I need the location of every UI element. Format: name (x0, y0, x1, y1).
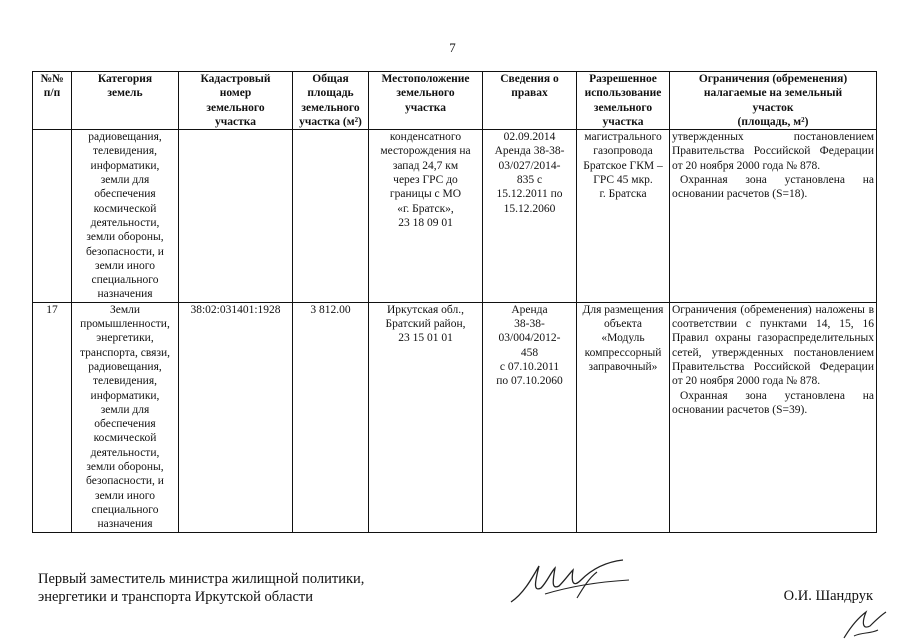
column-header (369, 72, 483, 130)
rights-info-cell-line: 02.09.2014 (503, 131, 556, 144)
location-cell-line: конденсатного (389, 131, 462, 144)
total-area-cell (293, 302, 369, 532)
land-category-cell-line: космической (93, 202, 157, 215)
rights-info-cell-line: 03/004/2012- (498, 332, 561, 345)
location-cell-line: «г. Братск», (397, 202, 454, 215)
column-header (483, 72, 577, 130)
column-header-line: участок (752, 101, 794, 114)
column-header-line: участка (215, 115, 256, 128)
land-category-cell-line: радиовещания, (88, 360, 162, 373)
permitted-use-cell (577, 130, 670, 303)
permitted-use-cell-line: ГРС 45 мкр. (593, 174, 653, 187)
restrictions-cell-line: Охранная зона установлена на основании расчетов (S=39). (672, 389, 874, 416)
land-category-cell-line: обеспечения (94, 418, 156, 431)
rights-info-cell-line: с 07.10.2011 (499, 360, 560, 373)
signer-position-line-2: энергетики и транспорта Иркутской области (38, 589, 313, 605)
cadastral-number-cell (179, 130, 293, 303)
permitted-use-cell-line: Для размещения (582, 303, 664, 316)
handwritten-signature (505, 558, 640, 608)
row-number-cell (33, 130, 72, 303)
permitted-use-cell-line: газопровода (593, 145, 653, 158)
rights-info-cell-line: 835 с (516, 174, 543, 187)
rights-info-cell-line: по 07.10.2060 (496, 375, 563, 388)
column-header-line: земельного (206, 101, 265, 114)
rights-info-cell-line: 15.12.2060 (503, 202, 556, 215)
permitted-use-cell-line: магистрального (584, 131, 662, 144)
permitted-use-cell-line: г. Братска (599, 188, 647, 201)
land-category-cell-line: земли обороны, (86, 231, 164, 244)
location-cell-line: 23 15 01 01 (398, 332, 453, 345)
land-category-cell-line: земли для (100, 174, 150, 187)
total-area-cell (293, 130, 369, 303)
column-header (293, 72, 369, 130)
table-row (33, 130, 877, 303)
land-category-cell-line: транспорта, связи, (79, 346, 171, 359)
column-header-line: использование (584, 87, 662, 100)
table-body (33, 130, 877, 532)
column-header (577, 72, 670, 130)
column-header-line: участка (м²) (299, 115, 362, 128)
column-header-line: налагаемые на земельный (703, 87, 843, 100)
restrictions-cell (670, 302, 877, 532)
rights-info-cell (483, 130, 577, 303)
rights-info-cell (483, 302, 577, 532)
land-category-cell-line: деятельности, (90, 216, 160, 229)
location-cell (369, 130, 483, 303)
land-category-cell-line: телевидения, (93, 375, 157, 388)
land-category-cell-line: радиовещания, (88, 131, 162, 144)
column-header-line: п/п (43, 87, 61, 100)
signer-position-line-1: Первый заместитель министра жилищной политики, (38, 571, 365, 587)
land-category-cell-line: земли иного (95, 489, 155, 502)
location-cell (369, 302, 483, 532)
column-header-line: Местоположение (381, 73, 470, 85)
table-row (33, 302, 877, 532)
signer-position (38, 570, 364, 606)
permitted-use-cell-line: компрессорный (584, 346, 662, 359)
land-category-cell-line: земли иного (95, 259, 155, 272)
column-header-line: Разрешенное (589, 73, 657, 85)
land-category-cell (72, 302, 179, 532)
row-number-cell (33, 302, 72, 532)
location-cell-line: запад 24,7 км (392, 159, 459, 172)
rights-info-cell-line: 458 (520, 346, 539, 359)
permitted-use-cell-line: Братское ГКМ – (583, 159, 663, 172)
page-number: 7 (449, 40, 456, 55)
permitted-use-cell-line: «Модуль (601, 332, 645, 345)
column-header-line: правах (511, 87, 548, 100)
rights-info-cell-line: Аренда (511, 303, 548, 316)
land-category-cell-line: обеспечения (94, 188, 156, 201)
location-cell-line: границы с МО (389, 188, 462, 201)
restrictions-cell-line: Ограничения (обременения) наложены в соответствии с пунктами 14, 15, 16 Правил охраны газораспределительных сетей, утвержденных постановлением Правительства Российской Федерации от 20 ноября 2000 года № 878. (672, 303, 874, 388)
location-cell-line: 23 18 09 01 (398, 216, 453, 229)
column-header-line: №№ (40, 73, 64, 85)
land-category-cell-line: промышленности, (80, 318, 170, 331)
land-category-cell-line: Земли (109, 303, 141, 316)
column-header-line: Ограничения (обременения) (698, 73, 848, 85)
location-cell-line: месторождения на (380, 145, 471, 158)
column-header-line: Кадастровый (200, 73, 271, 85)
total-area-cell-value: 3 812.00 (310, 303, 351, 316)
rights-info-cell-line: 15.12.2011 по (496, 188, 563, 201)
permitted-use-cell-line: заправочный» (588, 360, 658, 373)
restrictions-cell (670, 130, 877, 303)
land-category-cell-line: назначения (97, 518, 153, 531)
column-header (72, 72, 179, 130)
land-category-cell (72, 130, 179, 303)
land-category-cell-line: безопасности, и (86, 475, 164, 488)
column-header-line: земель (107, 87, 143, 100)
location-cell-line: Братский район, (385, 318, 466, 331)
rights-info-cell-line: 38-38- (514, 318, 545, 331)
column-header-line: участка (405, 101, 446, 114)
location-cell-line: Иркутская обл., (387, 303, 464, 316)
land-category-cell-line: энергетики, (96, 332, 154, 345)
column-header (33, 72, 72, 130)
column-header-line: земельного (301, 101, 360, 114)
cadastral-number-cell (179, 302, 293, 532)
column-header-line: участка (602, 115, 644, 128)
column-header-line: Категория (97, 73, 153, 85)
permitted-use-cell (577, 302, 670, 532)
land-category-cell-line: земли обороны, (86, 461, 164, 474)
row-number-cell-value: 17 (46, 303, 58, 316)
land-category-cell-line: деятельности, (90, 446, 160, 459)
permitted-use-cell-line: объекта (603, 318, 643, 331)
column-header-line: площадь (307, 87, 354, 100)
rights-info-cell-line: Аренда 38-38- (494, 145, 565, 158)
column-header-line: (площадь, м²) (737, 115, 809, 128)
location-cell-line: через ГРС до (393, 174, 458, 187)
column-header-line: Сведения о (500, 73, 559, 85)
column-header-line: Общая (312, 73, 349, 85)
land-category-cell-line: информатики, (90, 159, 160, 172)
land-registry-table (32, 71, 877, 533)
land-category-cell-line: специального (91, 503, 159, 516)
column-header (670, 72, 877, 130)
table-header-row (33, 72, 877, 130)
signer-name: О.И. Шандрук (783, 588, 873, 604)
column-header-line: номер (219, 87, 252, 100)
land-category-cell-line: телевидения, (93, 145, 157, 158)
land-category-cell-line: информатики, (90, 389, 160, 402)
column-header-line: земельного (593, 101, 653, 114)
land-category-cell-line: назначения (97, 288, 153, 301)
stamp-mark (840, 608, 890, 640)
restrictions-cell-line: утвержденных постановлением Правительства Российской Федерации от 20 ноября 2000 года № 878. (672, 131, 874, 172)
column-header (179, 72, 293, 130)
cadastral-number-cell-value: 38:02:031401:1928 (190, 303, 281, 316)
rights-info-cell-line: 03/027/2014- (498, 159, 561, 172)
land-category-cell-line: специального (91, 274, 159, 287)
land-category-cell-line: космической (93, 432, 157, 445)
restrictions-cell-line: Охранная зона установлена на основании расчетов (S=18). (672, 174, 874, 201)
column-header-line: земельного (396, 87, 455, 100)
land-category-cell-line: земли для (100, 403, 150, 416)
land-category-cell-line: безопасности, и (86, 245, 164, 258)
